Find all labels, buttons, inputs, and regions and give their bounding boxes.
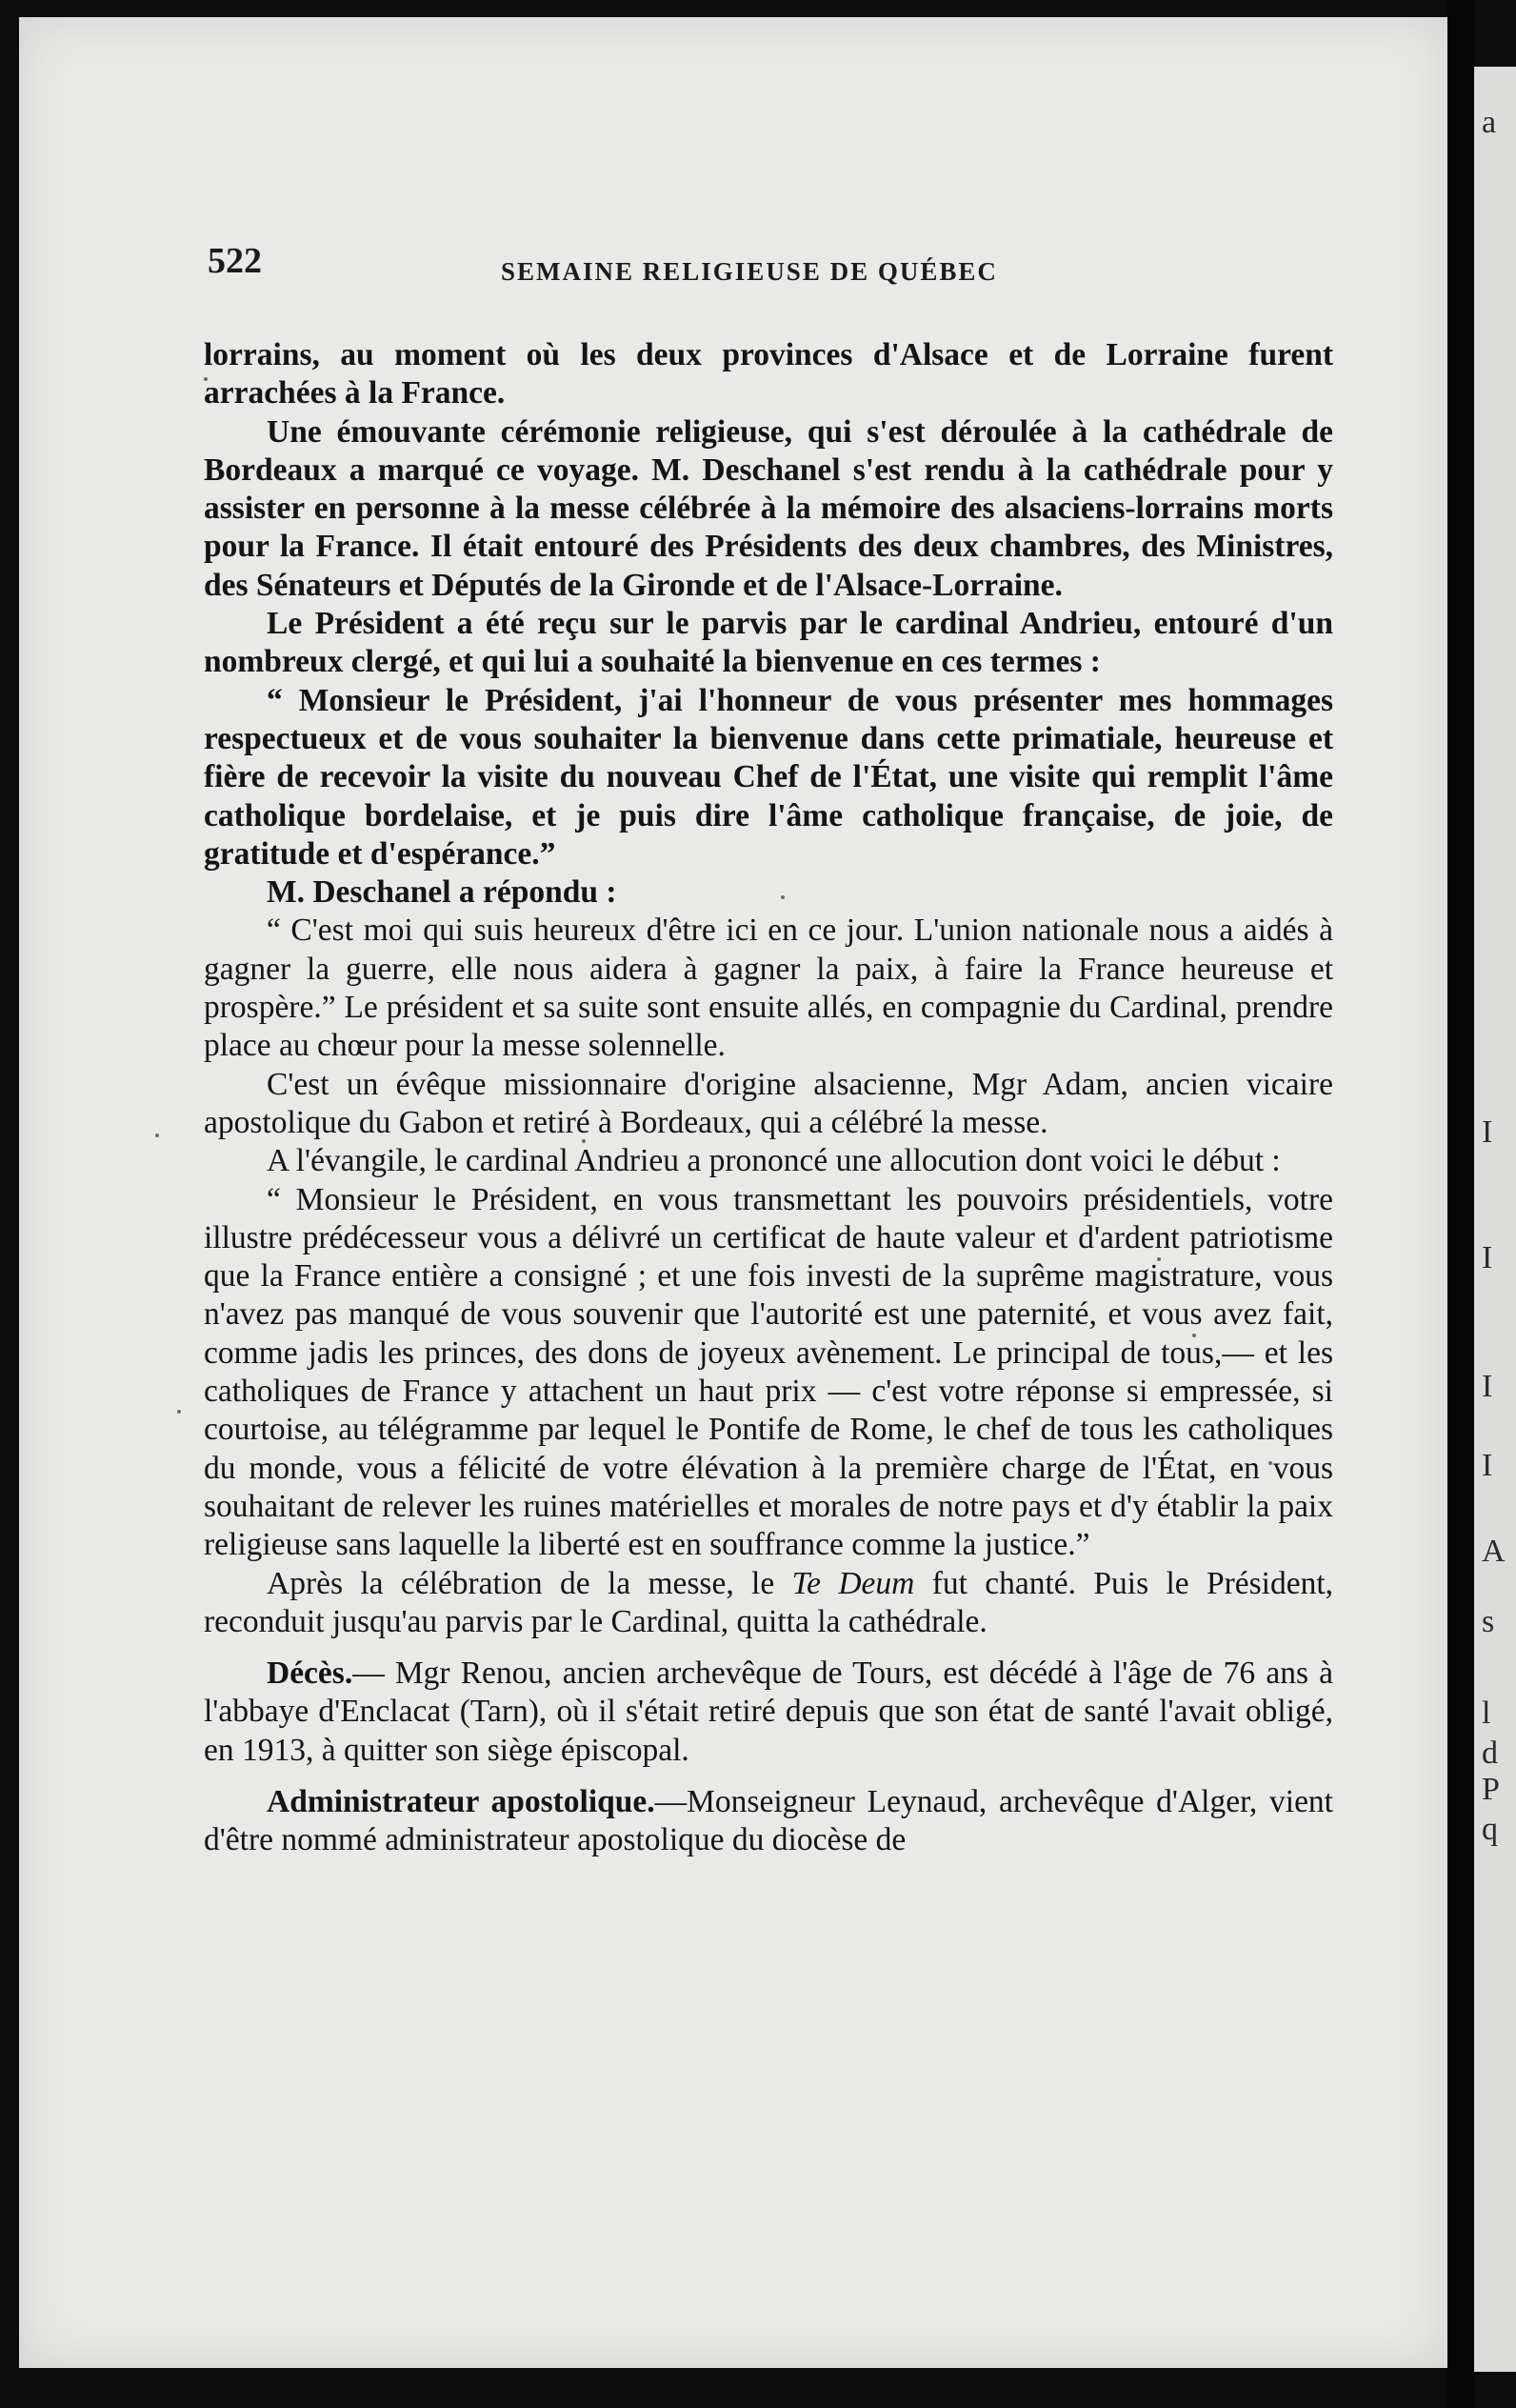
page-number: 522 bbox=[208, 241, 262, 281]
paragraph-deschanel-reply-intro: M. Deschanel a répondu : bbox=[267, 874, 617, 911]
adjacent-page-glyph: q bbox=[1482, 1812, 1498, 1847]
adjacent-page-glyph: l bbox=[1482, 1696, 1491, 1731]
adjacent-page-glyph: A bbox=[1482, 1534, 1506, 1569]
te-deum-before: Après la célébration de la messe, le bbox=[267, 1565, 792, 1601]
deces-text: — Mgr Renou, ancien archevêque de Tours, est décédé à l'âge de 76 ans à l'abbaye d'Enclacat (Tarn), où il s'était retiré depuis que son état de santé l'avait obligé, en 1913, à quitter son siège épiscopal. bbox=[204, 1656, 1333, 1768]
paragraph-mass-celebrant: C'est un évêque missionnaire d'origine alsacienne, Mgr Adam, ancien vicaire apostolique du Gabon et retiré à Bordeaux, qui a célébré la messe. bbox=[204, 1066, 1333, 1140]
paragraph-ceremony: Une émouvante cérémonie religieuse, qui s'est déroulée à la cathédrale de Bordeaux a marqué ce voyage. M. Deschanel s'est rendu à la cathédrale pour y assister en personne à la messe célébrée à la mémoire des alsaciens-lorrains morts pour la France. Il était entouré des Présidents des deux chambres, des Ministres, des Sénateurs et Députés de la Gironde et de l'Alsace-Lorraine. bbox=[204, 413, 1333, 603]
te-deum-after: fut chanté. Puis le Président, reconduit jusqu'au parvis par le Cardinal, quitta la cathédrale. bbox=[204, 1565, 1334, 1639]
paragraph-cardinal-greeting: “ Monsieur le Président, j'ai l'honneur de vous présenter mes hommages respectueux et de vous souhaiter la bienvenue dans cette primatiale, heureuse et fière de recevoir la visite du nouveau Chef de l'État, une visite qui remplit l'âme catholique bordelaise, et je puis dire l'âme catholique française, de joie, de gratitude et d'espérance.” bbox=[204, 682, 1333, 872]
paragraph-allocution-intro: A l'évangile, le cardinal Andrieu a prononcé une allocution dont voici le début : bbox=[267, 1143, 1281, 1179]
paragraph-administrateur bbox=[204, 1783, 1333, 1860]
paragraph-te-deum bbox=[204, 1565, 1333, 1642]
administrateur-text: —Monseigneur Leynaud, archevêque d'Alger, vient d'être nommé administrateur apostolique du diocèse de bbox=[204, 1783, 1333, 1858]
paragraph-reception: Le Président a été reçu sur le parvis par le cardinal Andrieu, entouré d'un nombreux clergé, et qui lui a souhaité la bienvenue en ces termes : bbox=[204, 606, 1333, 680]
adjacent-page-glyph: a bbox=[1482, 105, 1497, 140]
deces-heading: Décès. bbox=[267, 1656, 353, 1692]
paragraph-allocution: “ Monsieur le Président, en vous transmettant les pouvoirs présidentiels, votre illustre prédécesseur vous a délivré un certificat de haute valeur et d'ardent patriotisme que la France entière a consigné ; et une fois investi de la suprême magistrature, vous n'avez pas manqué de vous souvenir que l'autorité est une paternité, et vous avez fait, comme jadis les princes, des dons de joyeux avènement. Le principal de tous,— et les catholiques de France y attachent un haut prix — c'est votre réponse si empressée, si courtoise, au télégramme par lequel le Pontife de Rome, le chef de tous les catholiques du monde, vous a félicité de votre élévation à la première charge de l'État, en vous souhaitant de relever les ruines matérielles et morales de notre pays et d'y établir la paix religieuse sans laquelle la liberté est en souffrance comme la justice.” bbox=[204, 1181, 1333, 1563]
adjacent-page-glyph: I bbox=[1482, 1369, 1493, 1404]
adjacent-page-glyph: s bbox=[1482, 1604, 1495, 1639]
adjacent-page-glyph: I bbox=[1482, 1240, 1493, 1275]
book-spine bbox=[1447, 0, 1474, 2408]
adjacent-page-glyph: d bbox=[1482, 1736, 1498, 1771]
paragraph-deces bbox=[204, 1655, 1333, 1770]
paragraph-continuation: lorrains, au moment où les deux provinces d'Alsace et de Lorraine furent arrachées à la France. bbox=[204, 337, 1333, 411]
adjacent-page-glyph: P bbox=[1482, 1772, 1500, 1807]
adjacent-page-glyph: I bbox=[1482, 1448, 1493, 1483]
page-header bbox=[187, 238, 1348, 295]
adjacent-page-glyph: I bbox=[1482, 1114, 1493, 1150]
paragraph-deschanel-reply: “ C'est moi qui suis heureux d'être ici en ce jour. L'union nationale nous a aidés à gagner la guerre, elle nous aidera à gagner la paix, à faire la France heureuse et prospère.” Le président et sa suite sont ensuite allés, en compagnie du Cardinal, prendre place au chœur pour la messe solennelle. bbox=[204, 913, 1333, 1064]
te-deum-title: Te Deum bbox=[791, 1565, 915, 1601]
running-title: SEMAINE RELIGIEUSE DE QUÉBEC bbox=[501, 257, 998, 286]
adjacent-page-edge bbox=[1474, 67, 1516, 2372]
administrateur-heading: Administrateur apostolique. bbox=[267, 1783, 655, 1819]
article-body bbox=[204, 336, 1333, 1860]
